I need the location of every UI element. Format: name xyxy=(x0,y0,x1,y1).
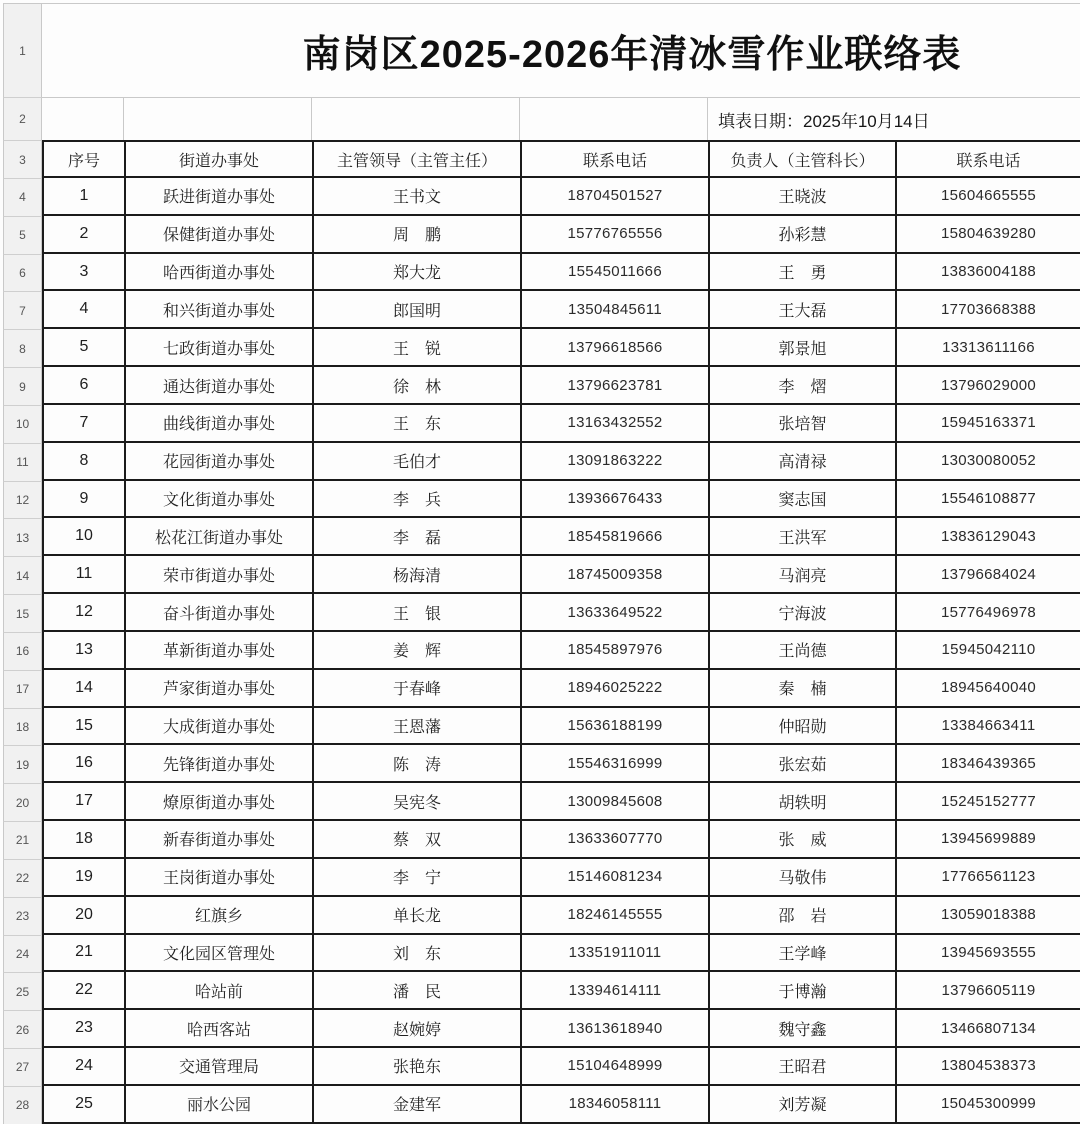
cell-head_phone[interactable]: 18346439365 xyxy=(897,745,1080,783)
cell-office[interactable]: 大成街道办事处 xyxy=(126,708,314,746)
cell-head[interactable]: 魏守鑫 xyxy=(710,1010,897,1048)
cell-head_phone[interactable]: 15945042110 xyxy=(897,632,1080,670)
table-row xyxy=(44,594,1080,632)
row-header[interactable]: 19 xyxy=(3,746,42,784)
table-row xyxy=(44,632,1080,670)
cell-head_phone[interactable]: 13466807134 xyxy=(897,1010,1080,1048)
cell-no[interactable]: 15 xyxy=(44,708,126,746)
header-row xyxy=(44,142,1080,178)
row-header[interactable]: 16 xyxy=(3,633,42,671)
cell-head_phone[interactable]: 15604665555 xyxy=(897,178,1080,216)
table-row xyxy=(44,708,1080,746)
table-row xyxy=(44,972,1080,1010)
row-header[interactable]: 1 xyxy=(3,4,42,98)
cell-head_phone[interactable]: 15776496978 xyxy=(897,594,1080,632)
cell-head[interactable]: 马敬伟 xyxy=(710,859,897,897)
table-row xyxy=(44,556,1080,594)
row-header[interactable]: 5 xyxy=(3,217,42,255)
cell-office[interactable]: 哈西街道办事处 xyxy=(126,254,314,292)
row-header[interactable]: 23 xyxy=(3,898,42,936)
empty-cell[interactable] xyxy=(312,98,520,140)
cell-leader_phone[interactable]: 13796623781 xyxy=(522,367,710,405)
cell-leader[interactable]: 王 银 xyxy=(314,594,522,632)
cell-head_phone[interactable]: 13059018388 xyxy=(897,897,1080,935)
cell-no[interactable]: 6 xyxy=(44,367,126,405)
cell-leader[interactable]: 王 锐 xyxy=(314,329,522,367)
cell-leader_phone[interactable]: 13613618940 xyxy=(522,1010,710,1048)
row-header[interactable]: 14 xyxy=(3,557,42,595)
cell-no[interactable]: 20 xyxy=(44,897,126,935)
row-header[interactable]: 10 xyxy=(3,406,42,444)
cell-leader_phone[interactable]: 13009845608 xyxy=(522,783,710,821)
cell-office[interactable]: 哈西客站 xyxy=(126,1010,314,1048)
cell-head_phone[interactable]: 15804639280 xyxy=(897,216,1080,254)
cell-head[interactable]: 马润亮 xyxy=(710,556,897,594)
column-header[interactable]: 序号 xyxy=(44,142,126,178)
cell-office[interactable]: 新春街道办事处 xyxy=(126,821,314,859)
row-header[interactable]: 8 xyxy=(3,330,42,368)
row-header[interactable]: 15 xyxy=(3,595,42,633)
cell-no[interactable]: 3 xyxy=(44,254,126,292)
cell-leader[interactable]: 姜 辉 xyxy=(314,632,522,670)
cell-leader_phone[interactable]: 13633607770 xyxy=(522,821,710,859)
table-row xyxy=(44,443,1080,481)
table-row xyxy=(44,745,1080,783)
cell-no[interactable]: 14 xyxy=(44,670,126,708)
cell-head[interactable]: 孙彩慧 xyxy=(710,216,897,254)
cell-head[interactable]: 张 威 xyxy=(710,821,897,859)
table-row xyxy=(44,405,1080,443)
cell-leader[interactable]: 王 东 xyxy=(314,405,522,443)
cell-head_phone[interactable]: 13945699889 xyxy=(897,821,1080,859)
cell-no[interactable]: 25 xyxy=(44,1086,126,1124)
cell-office[interactable]: 红旗乡 xyxy=(126,897,314,935)
row-header[interactable]: 11 xyxy=(3,444,42,482)
cell-leader[interactable]: 刘 东 xyxy=(314,935,522,973)
empty-cell[interactable] xyxy=(124,98,312,140)
cell-head[interactable]: 高清禄 xyxy=(710,443,897,481)
cell-office[interactable]: 松花江街道办事处 xyxy=(126,518,314,556)
cell-no[interactable]: 23 xyxy=(44,1010,126,1048)
cell-no[interactable]: 17 xyxy=(44,783,126,821)
row-header[interactable]: 21 xyxy=(3,822,42,860)
table-row xyxy=(44,670,1080,708)
cell-no[interactable]: 22 xyxy=(44,972,126,1010)
cell-leader[interactable]: 郎国明 xyxy=(314,291,522,329)
cell-leader_phone[interactable]: 13351911011 xyxy=(522,935,710,973)
cell-no[interactable]: 10 xyxy=(44,518,126,556)
cell-no[interactable]: 13 xyxy=(44,632,126,670)
table-body xyxy=(44,178,1080,1124)
cell-leader[interactable]: 李 磊 xyxy=(314,518,522,556)
cell-leader[interactable]: 周 鹏 xyxy=(314,216,522,254)
row-header[interactable]: 9 xyxy=(3,368,42,406)
cell-head[interactable]: 王尚德 xyxy=(710,632,897,670)
cell-no[interactable]: 1 xyxy=(44,178,126,216)
empty-cell[interactable] xyxy=(520,98,708,140)
cell-office[interactable]: 王岗街道办事处 xyxy=(126,859,314,897)
cell-head[interactable]: 王昭君 xyxy=(710,1048,897,1086)
cell-leader[interactable]: 杨海清 xyxy=(314,556,522,594)
cell-head_phone[interactable]: 13796684024 xyxy=(897,556,1080,594)
cell-head[interactable]: 王晓波 xyxy=(710,178,897,216)
cell-no[interactable]: 24 xyxy=(44,1048,126,1086)
cell-leader_phone[interactable]: 15776765556 xyxy=(522,216,710,254)
cell-leader_phone[interactable]: 15104648999 xyxy=(522,1048,710,1086)
cell-no[interactable]: 11 xyxy=(44,556,126,594)
cell-office[interactable]: 通达街道办事处 xyxy=(126,367,314,405)
cell-head_phone[interactable]: 17766561123 xyxy=(897,859,1080,897)
cell-leader_phone[interactable]: 18246145555 xyxy=(522,897,710,935)
cell-leader_phone[interactable]: 18346058111 xyxy=(522,1086,710,1124)
cell-no[interactable]: 21 xyxy=(44,935,126,973)
cell-head_phone[interactable]: 18945640040 xyxy=(897,670,1080,708)
cell-office[interactable]: 七政街道办事处 xyxy=(126,329,314,367)
date-row xyxy=(42,97,1080,140)
cell-leader[interactable]: 王恩藩 xyxy=(314,708,522,746)
cell-head_phone[interactable]: 17703668388 xyxy=(897,291,1080,329)
table-row xyxy=(44,1048,1080,1086)
cell-head[interactable]: 宁海波 xyxy=(710,594,897,632)
cell-leader_phone[interactable]: 18545819666 xyxy=(522,518,710,556)
cell-no[interactable]: 7 xyxy=(44,405,126,443)
table-row xyxy=(44,859,1080,897)
cell-leader_phone[interactable]: 15545011666 xyxy=(522,254,710,292)
cell-head_phone[interactable]: 13945693555 xyxy=(897,935,1080,973)
cell-head_phone[interactable]: 15245152777 xyxy=(897,783,1080,821)
cell-leader_phone[interactable]: 18745009358 xyxy=(522,556,710,594)
cell-head_phone[interactable]: 13796029000 xyxy=(897,367,1080,405)
cell-head[interactable]: 张培智 xyxy=(710,405,897,443)
cell-leader_phone[interactable]: 18946025222 xyxy=(522,670,710,708)
cell-head[interactable]: 秦 楠 xyxy=(710,670,897,708)
cell-no[interactable]: 4 xyxy=(44,291,126,329)
column-header[interactable]: 街道办事处 xyxy=(126,142,314,178)
cell-leader_phone[interactable]: 13796618566 xyxy=(522,329,710,367)
row-header[interactable]: 13 xyxy=(3,519,42,557)
cell-head_phone[interactable]: 13030080052 xyxy=(897,443,1080,481)
table-row xyxy=(44,518,1080,556)
table-row xyxy=(44,216,1080,254)
table-row xyxy=(44,178,1080,216)
cell-head[interactable]: 王 勇 xyxy=(710,254,897,292)
bordered-table xyxy=(42,140,1080,1124)
cell-office[interactable]: 芦家街道办事处 xyxy=(126,670,314,708)
cell-office[interactable]: 曲线街道办事处 xyxy=(126,405,314,443)
cell-leader_phone[interactable]: 13633649522 xyxy=(522,594,710,632)
table-row xyxy=(44,1086,1080,1124)
row-header[interactable]: 20 xyxy=(3,784,42,822)
cell-office[interactable]: 哈站前 xyxy=(126,972,314,1010)
column-header[interactable]: 联系电话 xyxy=(522,142,710,178)
cell-leader[interactable]: 潘 民 xyxy=(314,972,522,1010)
table-row xyxy=(44,329,1080,367)
table-row xyxy=(44,291,1080,329)
column-header[interactable]: 负责人（主管科长） xyxy=(710,142,897,178)
sheet-title-cell[interactable]: 南岗区2025-2026年清冰雪作业联络表 xyxy=(42,3,1080,97)
cell-head[interactable]: 刘芳凝 xyxy=(710,1086,897,1124)
cell-head[interactable]: 仲昭勋 xyxy=(710,708,897,746)
table-row xyxy=(44,1010,1080,1048)
cell-head_phone[interactable]: 13313611166 xyxy=(897,329,1080,367)
cell-no[interactable]: 19 xyxy=(44,859,126,897)
table-row xyxy=(44,367,1080,405)
row-header[interactable]: 7 xyxy=(3,292,42,330)
table-row xyxy=(44,897,1080,935)
cell-leader[interactable]: 王书文 xyxy=(314,178,522,216)
cell-office[interactable]: 花园街道办事处 xyxy=(126,443,314,481)
cell-head[interactable]: 胡轶明 xyxy=(710,783,897,821)
cell-leader[interactable]: 毛伯才 xyxy=(314,443,522,481)
cell-leader_phone[interactable]: 13163432552 xyxy=(522,405,710,443)
cell-leader[interactable]: 李 宁 xyxy=(314,859,522,897)
cell-leader_phone[interactable]: 13091863222 xyxy=(522,443,710,481)
cell-head[interactable]: 张宏茹 xyxy=(710,745,897,783)
column-header[interactable]: 主管领导（主管主任） xyxy=(314,142,522,178)
cell-head[interactable]: 王学峰 xyxy=(710,935,897,973)
cell-office[interactable]: 和兴街道办事处 xyxy=(126,291,314,329)
row-header[interactable]: 28 xyxy=(3,1087,42,1124)
cell-leader_phone[interactable]: 15546316999 xyxy=(522,745,710,783)
cell-office[interactable]: 革新街道办事处 xyxy=(126,632,314,670)
cell-leader[interactable]: 于春峰 xyxy=(314,670,522,708)
row-header[interactable]: 3 xyxy=(3,141,42,179)
cell-no[interactable]: 18 xyxy=(44,821,126,859)
cell-head[interactable]: 王洪军 xyxy=(710,518,897,556)
row-strip xyxy=(3,3,42,1124)
cell-head[interactable]: 邵 岩 xyxy=(710,897,897,935)
cell-leader[interactable]: 陈 涛 xyxy=(314,745,522,783)
cell-office[interactable]: 文化园区管理处 xyxy=(126,935,314,973)
cell-leader_phone[interactable]: 18545897976 xyxy=(522,632,710,670)
cell-no[interactable]: 5 xyxy=(44,329,126,367)
table-row xyxy=(44,935,1080,973)
cell-head_phone[interactable]: 13804538373 xyxy=(897,1048,1080,1086)
cell-head_phone[interactable]: 13836004188 xyxy=(897,254,1080,292)
row-header[interactable]: 18 xyxy=(3,709,42,747)
cell-office[interactable]: 先锋街道办事处 xyxy=(126,745,314,783)
row-header[interactable]: 4 xyxy=(3,179,42,217)
row-header[interactable]: 22 xyxy=(3,860,42,898)
row-header[interactable]: 25 xyxy=(3,973,42,1011)
cell-leader_phone[interactable]: 18704501527 xyxy=(522,178,710,216)
table-row xyxy=(44,254,1080,292)
cell-head[interactable]: 窦志国 xyxy=(710,481,897,519)
row-header[interactable]: 24 xyxy=(3,936,42,974)
cell-office[interactable]: 燎原街道办事处 xyxy=(126,783,314,821)
cell-leader_phone[interactable]: 13504845611 xyxy=(522,291,710,329)
cell-leader[interactable]: 吴宪冬 xyxy=(314,783,522,821)
cell-leader[interactable]: 李 兵 xyxy=(314,481,522,519)
cell-leader_phone[interactable]: 15146081234 xyxy=(522,859,710,897)
fill-date-cell[interactable]: 填表日期：2025年10月14日 xyxy=(718,111,930,131)
table-row xyxy=(44,821,1080,859)
cell-no[interactable]: 12 xyxy=(44,594,126,632)
table-row xyxy=(44,481,1080,519)
cell-head_phone[interactable]: 13796605119 xyxy=(897,972,1080,1010)
cell-no[interactable]: 9 xyxy=(44,481,126,519)
row-header[interactable]: 12 xyxy=(3,482,42,520)
cell-office[interactable]: 交通管理局 xyxy=(126,1048,314,1086)
cell-head[interactable]: 王大磊 xyxy=(710,291,897,329)
cell-office[interactable]: 丽水公园 xyxy=(126,1086,314,1124)
cell-leader_phone[interactable]: 13394614111 xyxy=(522,972,710,1010)
contact-table xyxy=(42,3,1080,1124)
cell-head_phone[interactable]: 13836129043 xyxy=(897,518,1080,556)
cell-leader[interactable]: 赵婉婷 xyxy=(314,1010,522,1048)
row-header[interactable]: 27 xyxy=(3,1049,42,1087)
cell-leader[interactable]: 郑大龙 xyxy=(314,254,522,292)
cell-office[interactable]: 跃进街道办事处 xyxy=(126,178,314,216)
cell-leader_phone[interactable]: 15636188199 xyxy=(522,708,710,746)
row-header[interactable]: 26 xyxy=(3,1011,42,1049)
cell-leader[interactable]: 蔡 双 xyxy=(314,821,522,859)
cell-leader[interactable]: 徐 林 xyxy=(314,367,522,405)
cell-leader_phone[interactable]: 13936676433 xyxy=(522,481,710,519)
table-row xyxy=(44,783,1080,821)
cell-office[interactable]: 奋斗街道办事处 xyxy=(126,594,314,632)
cell-head[interactable]: 郭景旭 xyxy=(710,329,897,367)
row-header[interactable]: 17 xyxy=(3,671,42,709)
cell-office[interactable]: 保健街道办事处 xyxy=(126,216,314,254)
cell-office[interactable]: 文化街道办事处 xyxy=(126,481,314,519)
cell-leader[interactable]: 单长龙 xyxy=(314,897,522,935)
cell-no[interactable]: 8 xyxy=(44,443,126,481)
cell-head_phone[interactable]: 13384663411 xyxy=(897,708,1080,746)
row-header[interactable]: 6 xyxy=(3,255,42,293)
cell-head_phone[interactable]: 15546108877 xyxy=(897,481,1080,519)
column-header[interactable]: 联系电话 xyxy=(897,142,1080,178)
row-header[interactable]: 2 xyxy=(3,98,42,141)
cell-head_phone[interactable]: 15945163371 xyxy=(897,405,1080,443)
cell-head_phone[interactable]: 15045300999 xyxy=(897,1086,1080,1124)
empty-cell[interactable] xyxy=(42,98,124,140)
cell-no[interactable]: 2 xyxy=(44,216,126,254)
cell-leader[interactable]: 金建军 xyxy=(314,1086,522,1124)
cell-no[interactable]: 16 xyxy=(44,745,126,783)
cell-leader[interactable]: 张艳东 xyxy=(314,1048,522,1086)
cell-head[interactable]: 于博瀚 xyxy=(710,972,897,1010)
cell-office[interactable]: 荣市街道办事处 xyxy=(126,556,314,594)
cell-head[interactable]: 李 熠 xyxy=(710,367,897,405)
